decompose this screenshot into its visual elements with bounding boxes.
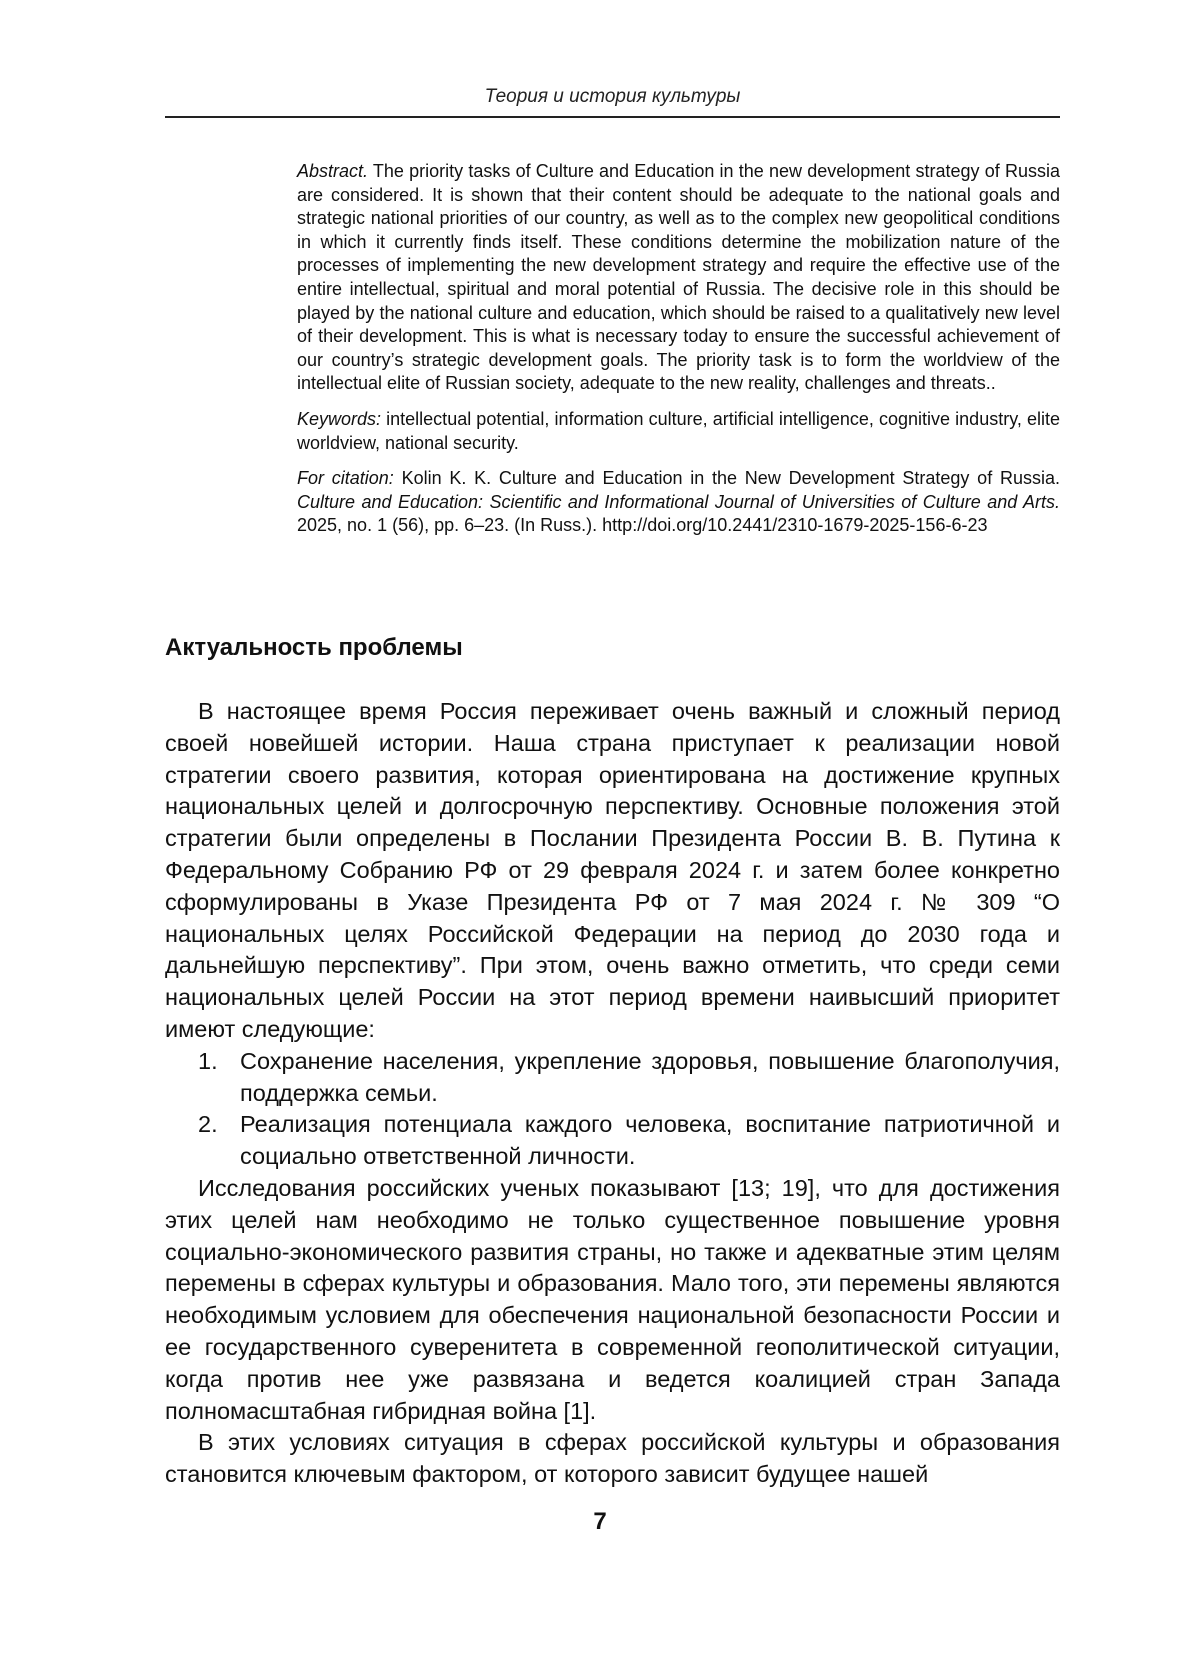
abstract-block [297,160,1060,550]
keywords-label: Keywords: [297,408,382,429]
list-item-text: Сохранение населения, укрепление здоровья, повышение благополучия, поддержка семьи. [240,1047,1060,1106]
citation-text: Kolin K. K. Culture and Education in the New Development Strategy of Russia. [401,468,1060,489]
citation-journal: Culture and Education: Scientific and Informational Journal of Universities of Culture and Arts. [297,491,1060,512]
citation-paragraph [297,467,1060,538]
body-text [165,696,1060,1491]
list-number: 2. [198,1111,218,1138]
list-number: 1. [198,1047,218,1074]
header-rule [165,116,1060,118]
citation-details: 2025, no. 1 (56), pp. 6–23. (In Russ.). http://doi.org/10.2441/2310-1679-2025-156-6-23 [297,515,988,536]
goals-list-item [165,1046,1060,1110]
body-paragraph-1: В настоящее время Россия переживает очень важный и сложный период своей новейшей истории. Наша страна приступает к реализации новой стратегии своего развития, которая ориентирована на достижение крупных национальных целей и долгосрочную перспективу. Основные положения этой стратегии были определены в Послании Президента России В. В. Путина к Федеральному Собранию РФ от 29 февраля 2024 г. и затем более конкретно сформулированы в Указе Президента РФ от 7 мая 2024 г. № 309 “О национальных целях Российской Федерации на период до 2030 года и дальнейшую перспективу”. При этом, очень важно отметить, что среди семи национальных целей России на этот период времени наивысший приоритет имеют следующие: [165,698,1060,1042]
keywords-paragraph [297,408,1060,455]
abstract-paragraph [297,160,1060,396]
body-paragraph-2: Исследования российских ученых показывают [13; 19], что для достижения этих целей нам необходимо не только существенное повышение уровня социально-экономического развития страны, но также и адекватные этим целям перемены в сферах культуры и образования. Мало того, эти перемены являются необходимым условием для обеспечения национальной безопасности России и ее государственного суверенитета в современной геополитической ситуации, когда против нее уже развязана и ведется коалицией стран Запада полномасштабная гибридная война [1]. [165,1174,1060,1424]
page-number: 7 [593,1508,607,1535]
abstract-label: Abstract. [297,161,369,181]
goals-list-item [165,1109,1060,1173]
citation-label: For citation: [297,468,394,489]
abstract-text: The priority tasks of Culture and Education in the new development strategy of Russia are considered. It is shown that their content should be adequate to the national goals and strategic national priorities of our country, as well as to the complex new geopolitical conditions in which it currently finds itself. These conditions determine the mobilization nature of the processes of implementing the new development strategy and require the effective use of the entire intellectual, spiritual and moral potential of Russia. The decisive role in this should be played by the national culture and education, which should be raised to a qualitatively new level of their development. This is what is necessary today to ensure the successful achievement of our country’s strategic development goals. The priority task is to form the worldview of the intellectual elite of Russian society, adequate to the new reality, challenges and threats.. [297,161,1060,394]
running-header: Теория и история культуры [484,86,741,107]
keywords-text: intellectual potential, information culture, artificial intelligence, cognitive industry, elite worldview, national security. [297,408,1060,453]
list-item-text: Реализация потенциала каждого человека, воспитание патриотичной и социально ответственной личности. [240,1111,1060,1170]
body-paragraph-3: В этих условиях ситуация в сферах российской культуры и образования становится ключевым фактором, от которого зависит будущее нашей [165,1429,1060,1488]
goals-list [165,1046,1060,1173]
section-heading: Актуальность проблемы [165,634,463,661]
